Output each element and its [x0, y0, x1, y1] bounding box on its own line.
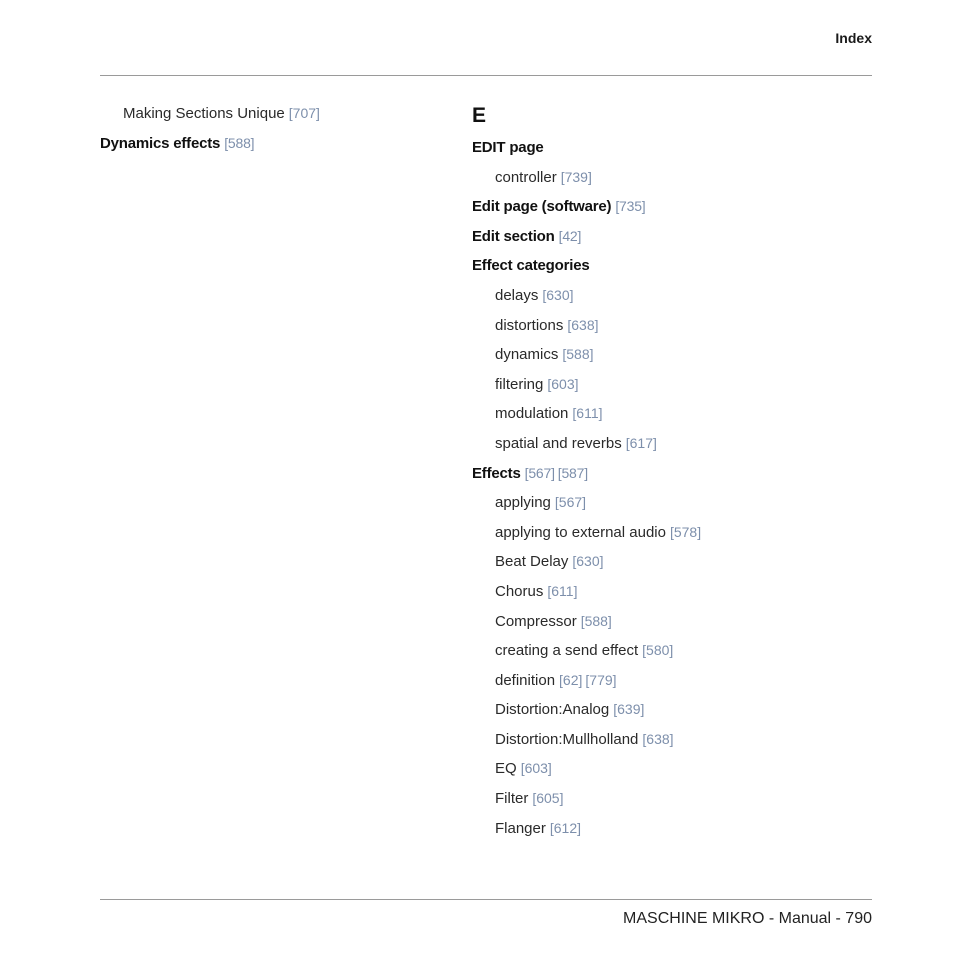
page-ref-link[interactable]: [638]: [642, 730, 674, 747]
page-ref-link[interactable]: [567]: [524, 464, 555, 481]
index-term: Effects: [472, 464, 521, 482]
index-letter-heading: E: [472, 104, 487, 127]
index-term: Distortion:Analog: [495, 701, 610, 719]
index-term: Effect categories: [472, 257, 590, 275]
header-divider: [100, 75, 872, 76]
index-subentry: [472, 370, 832, 400]
index-entry: [472, 192, 832, 222]
page-ref-link[interactable]: [638]: [567, 316, 599, 333]
page-ref-link[interactable]: [588]: [580, 612, 612, 629]
index-subentry: [472, 784, 832, 814]
index-subentry: [472, 399, 832, 429]
index-term: Compressor: [495, 612, 577, 630]
index-subentry: [472, 754, 832, 784]
page-ref-link[interactable]: [588]: [224, 134, 255, 151]
page-section-title: Index: [835, 30, 872, 46]
index-term: applying: [495, 494, 551, 512]
index-term: Beat Delay: [495, 553, 569, 571]
index-entry: [472, 222, 832, 252]
page-ref-link[interactable]: [735]: [615, 198, 646, 215]
page-ref-link[interactable]: [707]: [288, 105, 320, 121]
page-ref-link[interactable]: [605]: [532, 790, 564, 807]
page-ref-link[interactable]: [779]: [585, 671, 617, 688]
page-ref-link[interactable]: [611]: [572, 405, 603, 422]
index-term: Edit section: [472, 227, 555, 245]
index-subentry: [472, 488, 832, 518]
index-term: Dynamics effects: [100, 134, 221, 152]
page-ref-link[interactable]: [578]: [669, 523, 702, 540]
page-ref-link[interactable]: [42]: [558, 227, 582, 244]
index-entry: [472, 251, 832, 281]
index-term: Edit page (software): [472, 198, 612, 216]
index-subentry: [472, 518, 832, 548]
index-entry: [100, 129, 460, 159]
page-ref-link[interactable]: [639]: [613, 701, 645, 718]
index-term: Distortion:Mullholland: [495, 730, 639, 748]
index-entry: [472, 133, 832, 163]
index-subentry: [472, 814, 832, 844]
index-term: delays: [495, 286, 539, 304]
footer-divider: [100, 899, 872, 900]
page-ref-link[interactable]: [612]: [549, 819, 581, 836]
index-subentry: [472, 311, 832, 341]
index-column-right: [472, 99, 832, 843]
index-subentry: [472, 725, 832, 755]
index-term: Making Sections Unique: [123, 105, 285, 122]
index-subentry: [472, 163, 832, 193]
page-ref-link[interactable]: [580]: [642, 642, 674, 659]
index-term: spatial and reverbs: [495, 434, 622, 452]
index-term: Chorus: [495, 582, 544, 600]
index-term: applying to external audio: [495, 523, 666, 541]
index-subentry: [100, 99, 460, 129]
index-subentry: [472, 281, 832, 311]
page-ref-link[interactable]: [603]: [520, 760, 552, 777]
index-term: controller: [495, 168, 557, 186]
index-term: creating a send effect: [495, 642, 639, 660]
page-ref-link[interactable]: [630]: [542, 286, 574, 303]
index-term: dynamics: [495, 346, 559, 364]
index-term: Flanger: [495, 819, 546, 837]
index-term: definition: [495, 671, 556, 689]
index-subentry: [472, 547, 832, 577]
page-ref-link[interactable]: [739]: [560, 168, 592, 185]
index-term: filtering: [495, 375, 544, 393]
index-subentry: [472, 340, 832, 370]
page-ref-link[interactable]: [587]: [557, 464, 588, 481]
index-subentry: [472, 636, 832, 666]
page-ref-link[interactable]: [567]: [554, 494, 587, 511]
index-term: distortions: [495, 316, 564, 334]
page-ref-link[interactable]: [62]: [559, 671, 583, 688]
page-ref-link[interactable]: [603]: [547, 375, 579, 392]
index-entry: [472, 459, 832, 489]
index-term: EDIT page: [472, 139, 544, 156]
index-subentry: [472, 666, 832, 696]
page-ref-link[interactable]: [617]: [625, 434, 657, 451]
index-subentry: [472, 695, 832, 725]
page-ref-link[interactable]: [611]: [547, 582, 578, 599]
index-term: Filter: [495, 790, 529, 808]
page-ref-link[interactable]: [588]: [562, 346, 594, 363]
index-subentry: [472, 607, 832, 637]
index-term: EQ: [495, 760, 517, 778]
index-subentry: [472, 429, 832, 459]
page-footer: MASCHINE MIKRO - Manual - 790: [623, 910, 872, 927]
index-term: modulation: [495, 405, 569, 423]
index-subentry: [472, 577, 832, 607]
page-ref-link[interactable]: [630]: [572, 553, 604, 570]
index-column-left: [100, 99, 460, 158]
